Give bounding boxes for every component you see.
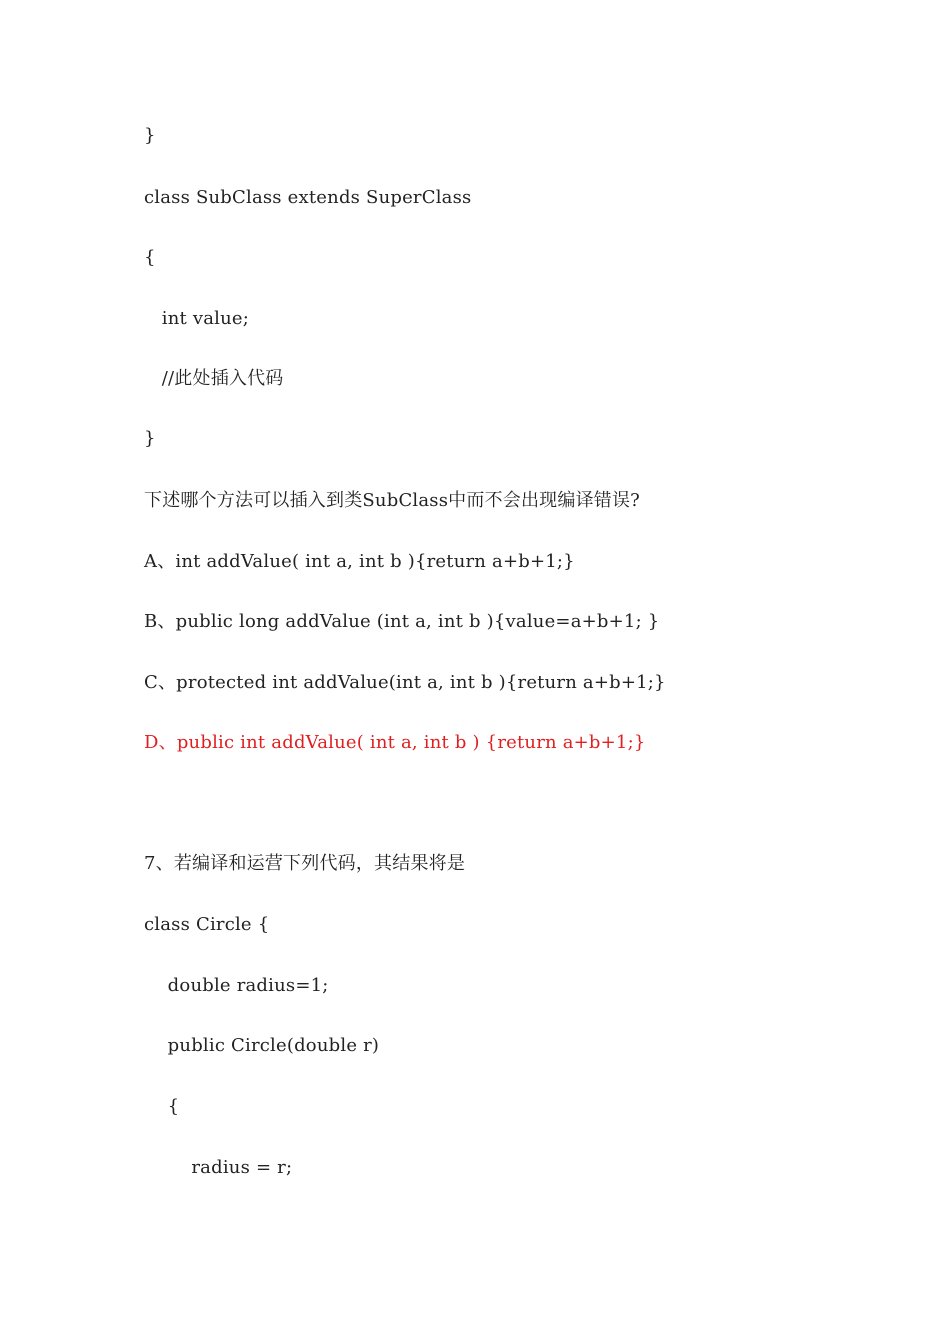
option-c: C、protected int addValue(int a, int b ){return a+b+1;} xyxy=(144,672,666,693)
code-line: class Circle { xyxy=(144,914,270,935)
question-7-title: 7、若编译和运营下列代码，其结果将是 xyxy=(144,853,466,874)
code-line: { xyxy=(144,1096,180,1117)
code-line: int value; xyxy=(144,308,250,329)
option-d-answer: D、public int addValue( int a, int b ) {return a+b+1;} xyxy=(144,732,646,753)
code-line: public Circle(double r) xyxy=(144,1035,380,1056)
code-line: } xyxy=(144,428,156,449)
code-line: radius = r; xyxy=(144,1157,293,1178)
code-line: } xyxy=(144,125,156,146)
code-line: double radius=1; xyxy=(144,975,329,996)
code-comment: //此处插入代码 xyxy=(144,368,284,389)
option-a: A、int addValue( int a, int b ){return a+b+1;} xyxy=(144,551,575,572)
code-line: class SubClass extends SuperClass xyxy=(144,187,472,208)
option-b: B、public long addValue (int a, int b ){value=a+b+1; } xyxy=(144,611,660,632)
code-line: { xyxy=(144,247,156,268)
question-text: 下述哪个方法可以插入到类SubClass中而不会出现编译错误? xyxy=(144,490,641,511)
